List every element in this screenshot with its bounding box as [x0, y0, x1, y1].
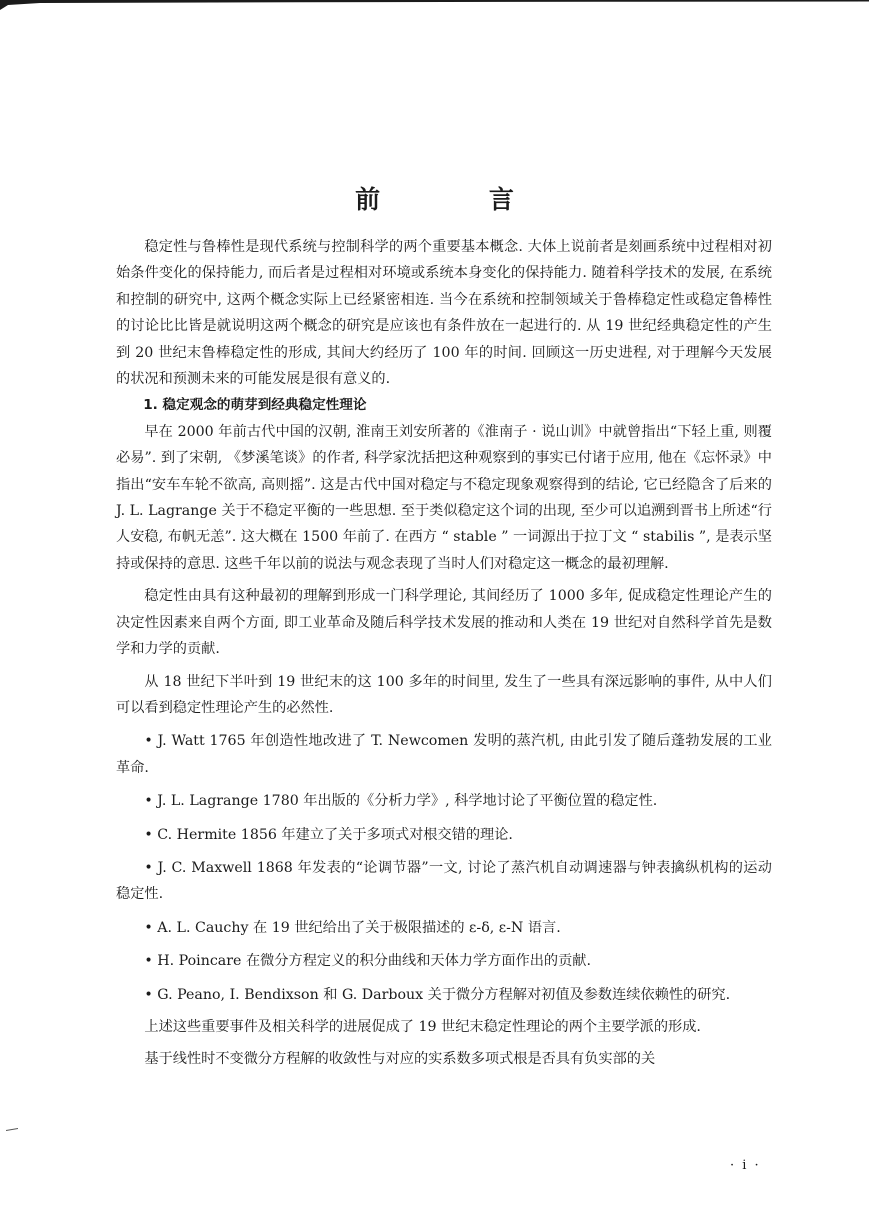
- paragraph-schools: 上述这些重要事件及相关科学的进展促成了 19 世纪末稳定性理论的两个主要学派的形成.: [144, 1018, 701, 1035]
- page-title: 前 言: [355, 185, 564, 214]
- bullet-item: • J. C. Maxwell 1868 年发表的“论调节器”一文, 讨论了蒸汽机自动调速器与钟表擒纵机构的运动稳定性.: [116, 859, 772, 903]
- bullet-item: • A. L. Cauchy 在 19 世纪给出了关于极限描述的 ε-δ, ε-N 语言.: [144, 919, 561, 936]
- section-heading: 1. 稳定观念的萌芽到经典稳定性理论: [143, 397, 367, 414]
- page-number: · i ·: [730, 1158, 761, 1173]
- paragraph-intro: 稳定性与鲁棒性是现代系统与控制科学的两个重要基本概念. 大体上说前者是刻画系统中过程相对初始条件变化的保持能力, 而后者是过程相对环境或系统本身变化的保持能力. 随着科学技术的发展, 在系统和控制的研究中, 这两个概念实际上已经紧密相连. 当今在系统和控制领域关于鲁棒稳定性或稳定鲁棒性的讨论比比皆是就说明这两个概念的研究是应该也有条件放在一起进行的. 从 19 世纪经典稳定性的产生到 20 世纪末鲁棒稳定性的形成, 其间大约经历了 100 年的时间. 回顾这一历史进程, 对于理解今天发展的状况和预测未来的可能发展是很有意义的.: [116, 239, 772, 388]
- scan-edge-top: [0, 0, 869, 10]
- bullet-item: • J. Watt 1765 年创造性地改进了 T. Newcomen 发明的蒸汽机, 由此引发了随后蓬勃发展的工业革命.: [116, 733, 772, 776]
- paragraph-history: 早在 2000 年前古代中国的汉朝, 淮南王刘安所著的《淮南子 · 说山训》中就曾指出“下轻上重, 则覆必易”. 到了宋朝, 《梦溪笔谈》的作者, 科学家沈括把这种观察到的事实已付诸于应用, 他在《忘怀录》中指出“安车车轮不欲高, 高则摇”. 这是古代中国对稳定与不稳定现象观察得到的结论, 它已经隐含了后来的 J. L. Lagrange 关于不稳定平衡的一些思想. 至于类似稳定这个词的出现, 至少可以追溯到晋书上所述“行人安稳, 布帆无恙”. 这大概在 1500 年前了. 在西方 “ stable ” 一词源出于拉丁文 “ stabilis ”, 是表示坚持或保持的意思. 这些千年以前的说法与观念表现了当时人们对稳定这一概念的最初理解.: [116, 423, 772, 572]
- bullet-item: • C. Hermite 1856 年建立了关于多项式对根交错的理论.: [144, 826, 513, 843]
- bullet-item: • J. L. Lagrange 1780 年出版的《分析力学》, 科学地讨论了平衡位置的稳定性.: [144, 793, 658, 810]
- paragraph-continued: 基于线性时不变微分方程解的收敛性与对应的实系数多项式根是否具有负实部的关: [144, 1051, 656, 1068]
- bullet-item: • H. Poincare 在微分方程定义的积分曲线和天体力学方面作出的贡献.: [144, 953, 591, 970]
- paragraph-events-intro: 从 18 世纪下半叶到 19 世纪末的这 100 多年的时间里, 发生了一些具有深远影响的事件, 从中人们可以看到稳定性理论产生的必然性.: [116, 673, 772, 716]
- body-text: [116, 234, 772, 1073]
- paragraph-theory-formation: 稳定性由具有这种最初的理解到形成一门科学理论, 其间经历了 1000 多年, 促成稳定性理论产生的决定性因素来自两个方面, 即工业革命及随后科学技术发展的推动和人类在 19 世纪对自然科学首先是数学和力学的贡献.: [116, 588, 772, 658]
- scan-mark: [6, 1128, 18, 1131]
- bullet-item: • G. Peano, I. Bendixson 和 G. Darboux 关于微分方程解对初值及参数连续依赖性的研究.: [144, 986, 731, 1003]
